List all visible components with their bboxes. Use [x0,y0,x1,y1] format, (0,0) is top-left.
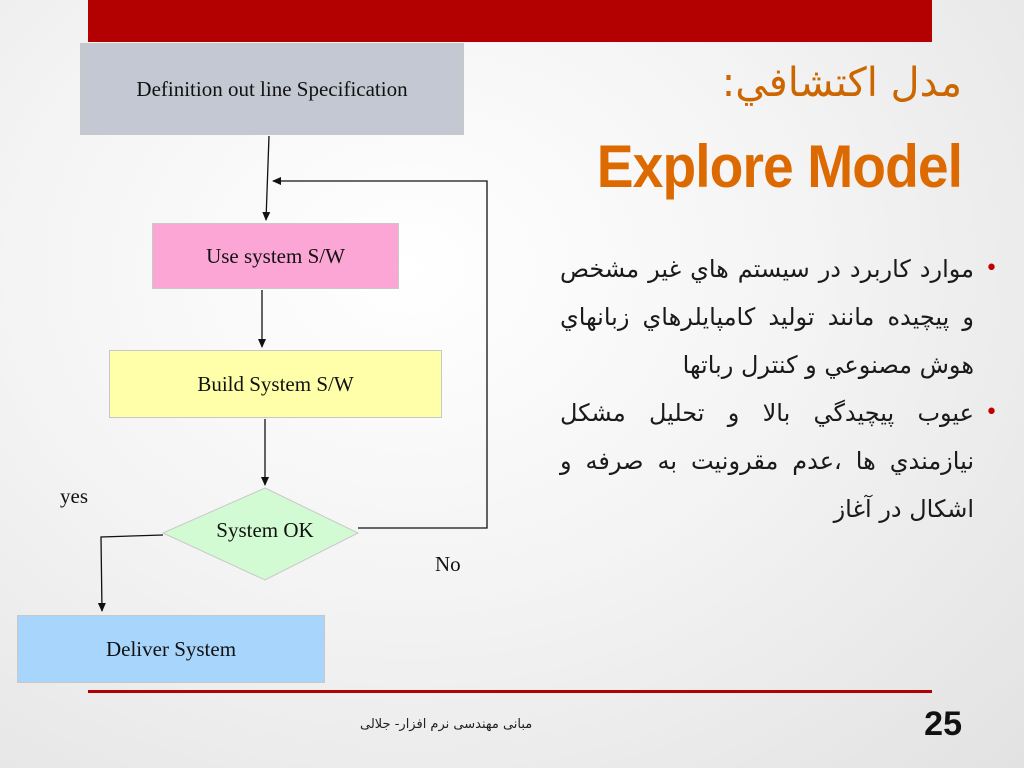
arrow-yes-to-deliver [101,535,163,611]
footer-text: مبانی مهندسی نرم افزار- جلالی [360,717,533,732]
arrow-definition-to-use [266,136,269,220]
yes-label: yes [60,484,88,508]
bullet-text: موارد كاربرد در سيستم هاي غير مشخص و پيچيده مانند توليد كامپايلرهاي زبانهاي هوش مصنوعي و كنترل رباتها [560,255,974,379]
bullet-list [560,245,1000,533]
deliver-system-box [17,615,325,683]
no-label: No [435,552,461,576]
bullet-item [560,389,998,533]
deliver-system-label: Deliver System [105,636,237,661]
bullet-text: عيوب پيچيدگي بالا و تحليل مشكل نيازمندي ها ،عدم مقرونيت به صرفه و اشكال در آغاز [560,399,974,523]
bullet-item [560,245,998,389]
use-system-label: Use system S/W [206,243,345,268]
bullet-dot-icon: • [985,400,998,425]
definition-label: Definition out line Specification [136,76,408,101]
page-number: 25 [924,705,962,743]
bottom-divider [88,690,932,693]
build-system-label: Build System S/W [197,371,354,396]
definition-box [80,43,464,135]
decision-label: System OK [216,518,314,542]
slide-title-persian: مدل اكتشافي: [721,60,962,106]
build-system-box [109,350,442,418]
slide-title-english: Explore Model [596,133,962,200]
bullet-dot-icon: • [985,256,998,281]
use-system-box [152,223,399,289]
